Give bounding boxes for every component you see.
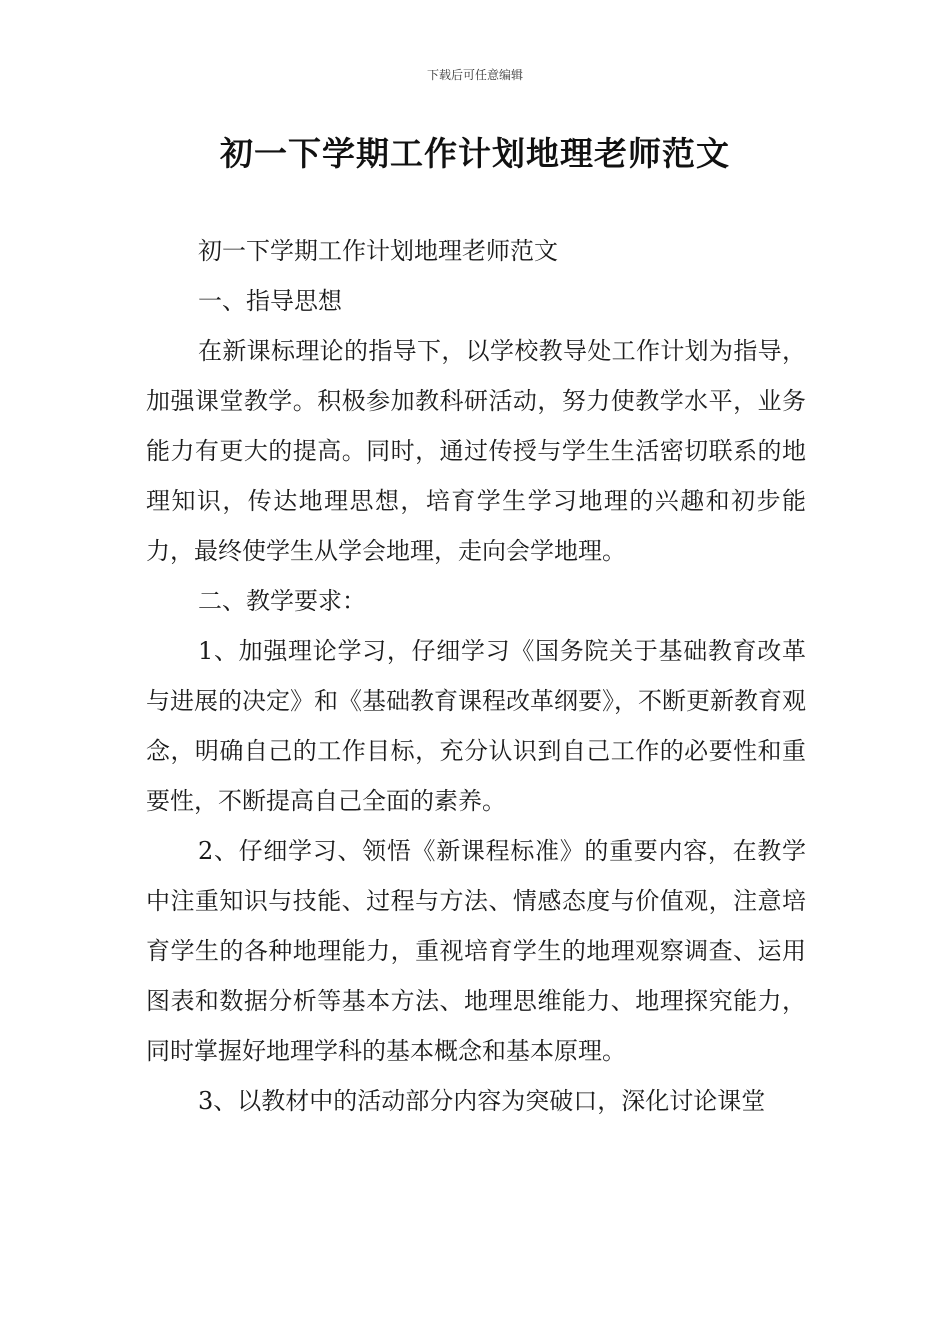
paragraph-requirement-3: 3、以教材中的活动部分内容为突破口，深化讨论课堂: [198, 1087, 766, 1115]
document-title: 初一下学期工作计划地理老师范文: [220, 134, 730, 173]
paragraph-requirement-1: 1、加强理论学习，仔细学习《国务院关于基础教育改革与进展的决定》和《基础教育课程改革纲要》，不断更新教育观念，明确自己的工作目标，充分认识到自己工作的必要性和重要性，不断提高自己全面的素养。: [146, 637, 806, 815]
page-header-note: 下载后可任意编辑: [426, 68, 523, 82]
document-body: [146, 226, 806, 1126]
paragraph-heading-guiding-thought: 一、指导思想: [198, 287, 342, 315]
paragraph-heading-teaching-requirements: 二、教学要求：: [198, 587, 366, 615]
paragraph-subtitle: 初一下学期工作计划地理老师范文: [198, 237, 558, 265]
paragraph-requirement-2: 2、仔细学习、领悟《新课程标准》的重要内容，在教学中注重知识与技能、过程与方法、情感态度与价值观，注意培育学生的各种地理能力，重视培育学生的地理观察调查、运用图表和数据分析等基本方法、地理思维能力、地理探究能力，同时掌握好地理学科的基本概念和基本原理。: [146, 837, 806, 1065]
paragraph-guiding-thought: 在新课标理论的指导下，以学校教导处工作计划为指导，加强课堂教学。积极参加教科研活动，努力使教学水平，业务能力有更大的提高。同时，通过传授与学生生活密切联系的地理知识，传达地理思想，培育学生学习地理的兴趣和初步能力，最终使学生从学会地理，走向会学地理。: [146, 337, 806, 565]
